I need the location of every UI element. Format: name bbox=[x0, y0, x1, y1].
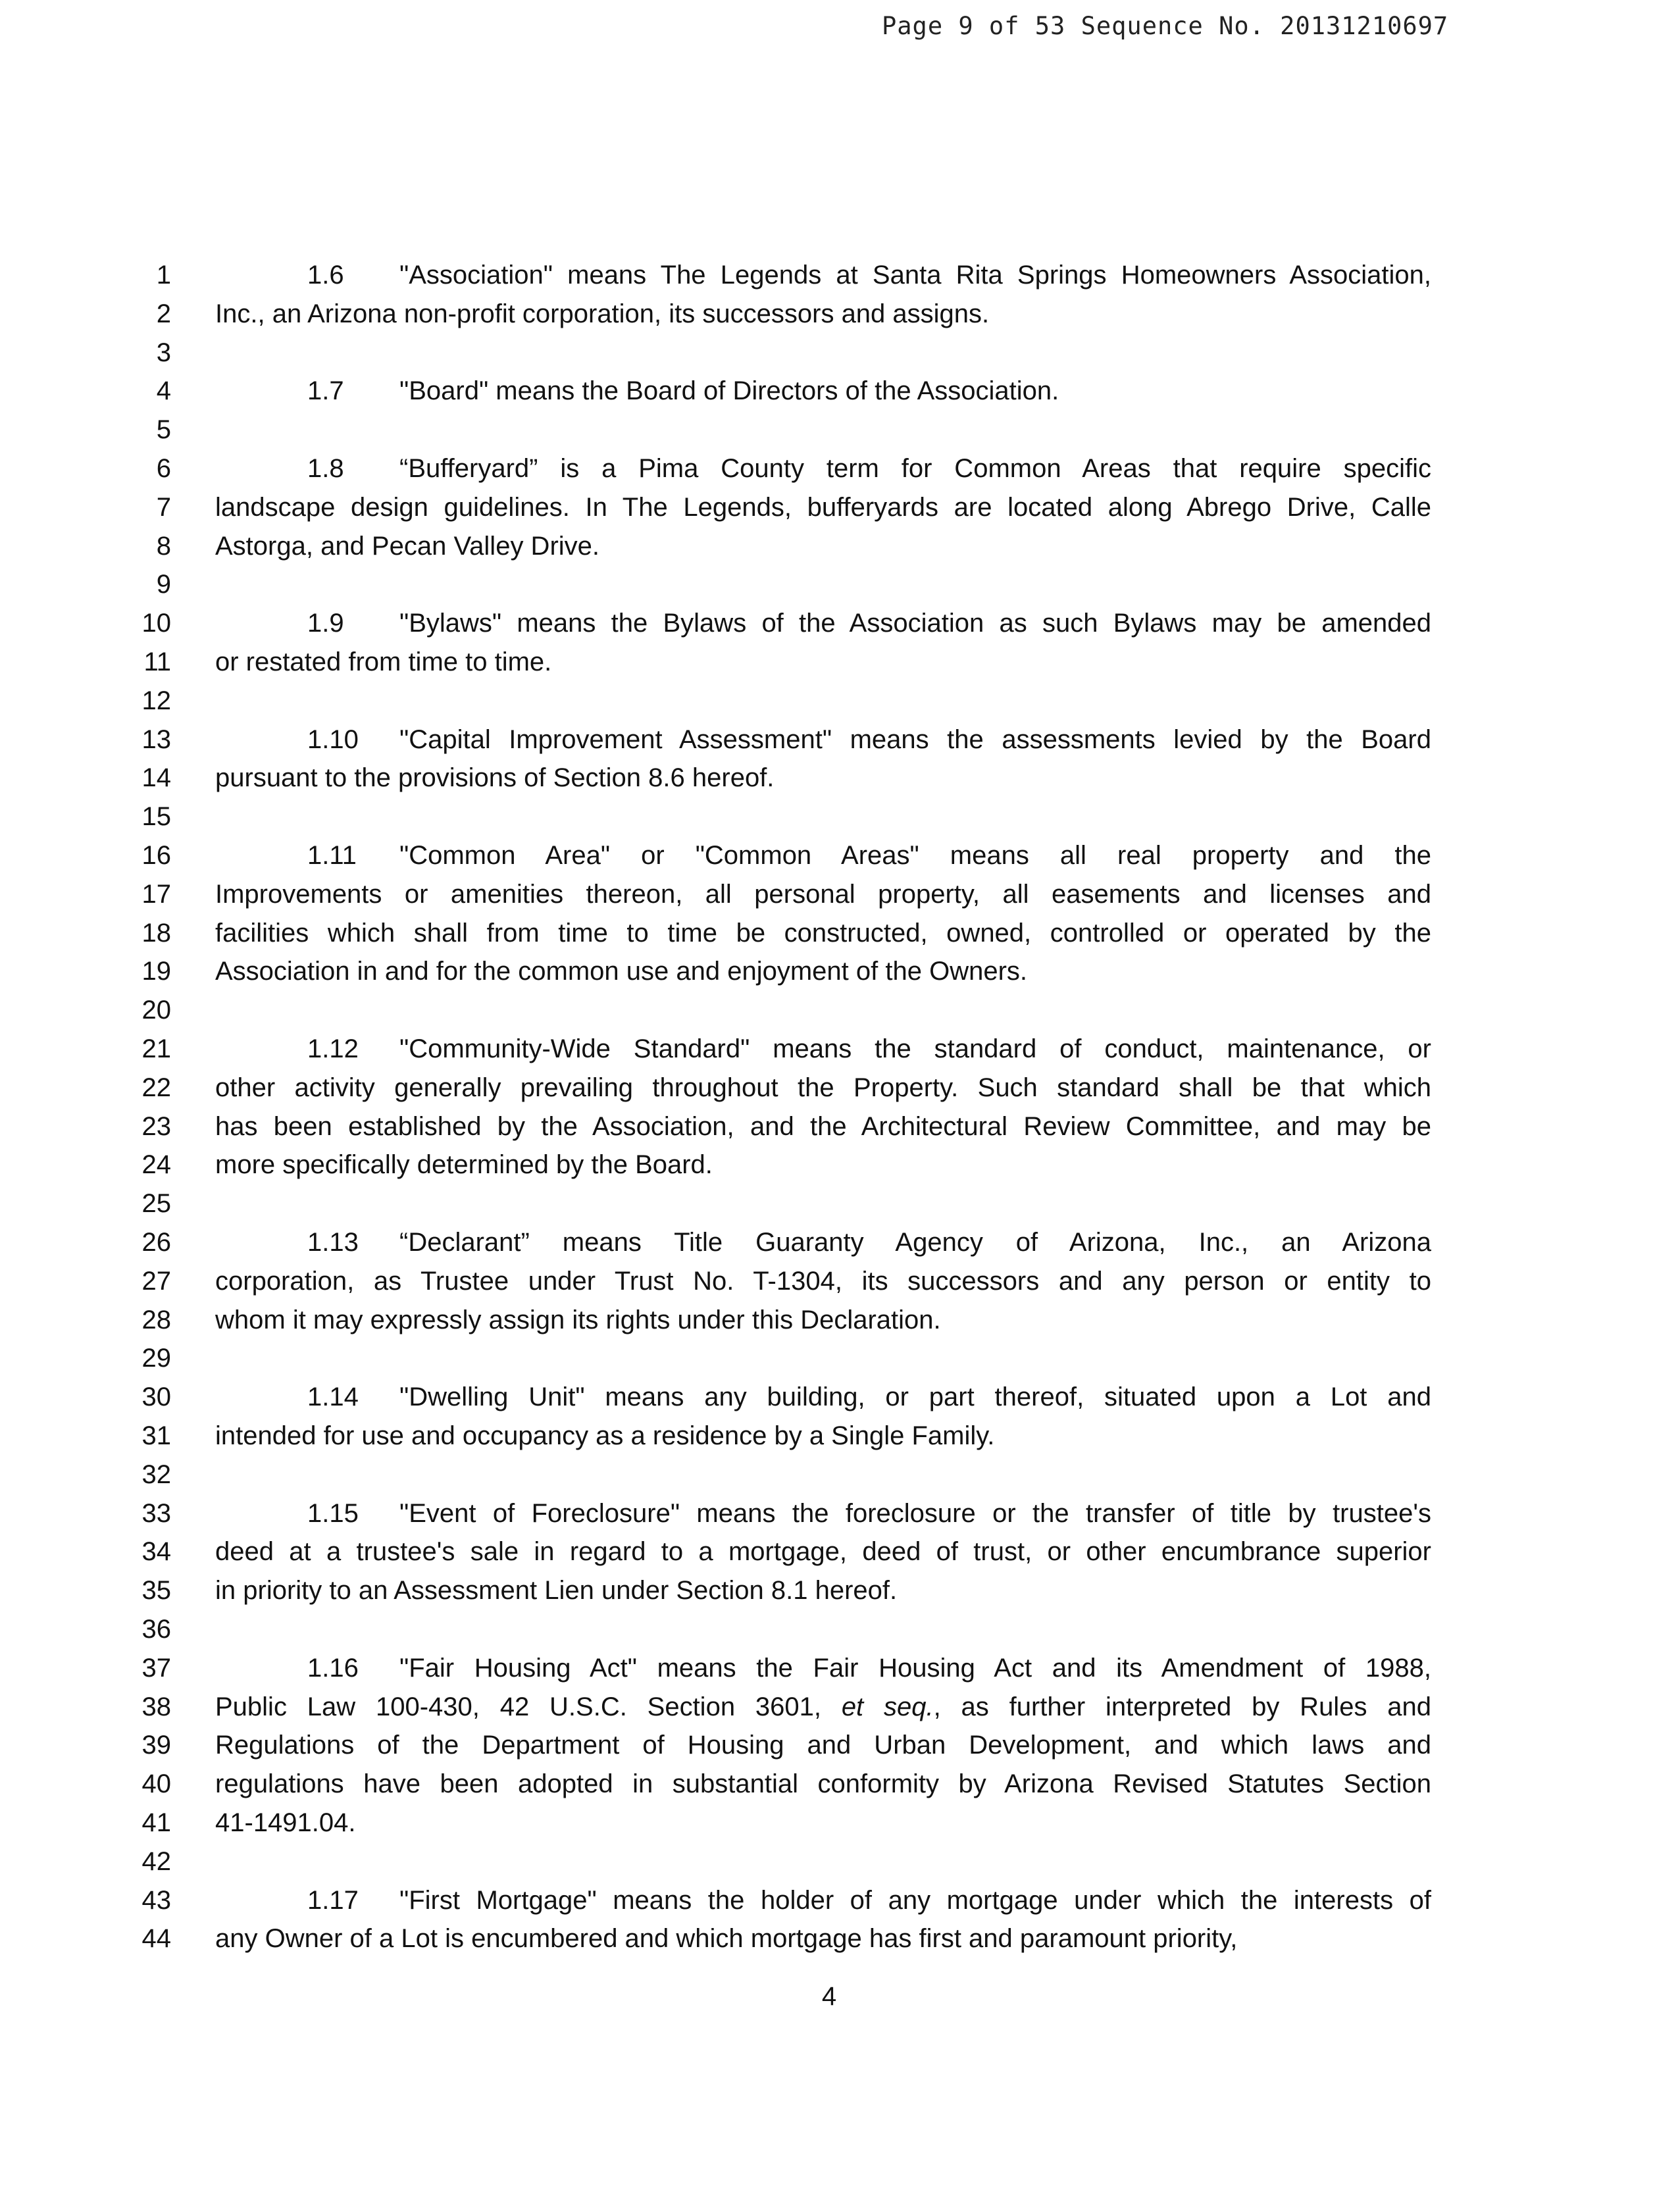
line-number: 33 bbox=[141, 1498, 171, 1528]
line-number: 13 bbox=[141, 724, 171, 754]
line-body: or restated from time to time. bbox=[215, 647, 552, 676]
line-body: "First Mortgage" means the holder of any mortgage under which the interests of bbox=[399, 1885, 1431, 1915]
numbered-line bbox=[0, 1919, 1680, 1958]
line-number: 3 bbox=[156, 338, 171, 367]
line-number: 43 bbox=[141, 1885, 171, 1915]
line-text bbox=[215, 758, 1431, 798]
numbered-line bbox=[0, 603, 1680, 643]
line-body: facilities which shall from time to time be constructed, owned, controlled or operated by the bbox=[215, 918, 1431, 948]
line-text bbox=[215, 294, 1431, 334]
line-text bbox=[215, 1494, 1431, 1533]
line-number: 5 bbox=[156, 415, 171, 445]
line-body: "Fair Housing Act" means the Fair Housing Act and its Amendment of 1988, bbox=[399, 1653, 1431, 1683]
numbered-line bbox=[0, 1803, 1680, 1842]
line-text bbox=[215, 1725, 1431, 1765]
numbered-line bbox=[0, 1300, 1680, 1340]
line-text bbox=[215, 1068, 1431, 1107]
line-number: 19 bbox=[141, 957, 171, 986]
line-number: 21 bbox=[141, 1034, 171, 1063]
numbered-line bbox=[0, 1068, 1680, 1107]
line-text bbox=[215, 1416, 1431, 1456]
line-body: "Association" means The Legends at Santa Rita Springs Homeowners Association, bbox=[399, 261, 1431, 290]
numbered-line bbox=[0, 1610, 1680, 1649]
numbered-line bbox=[0, 720, 1680, 759]
section-number: 1.11 bbox=[307, 841, 357, 870]
line-text bbox=[215, 488, 1431, 527]
line-body: Inc., an Arizona non-profit corporation, its successors and assigns. bbox=[215, 299, 990, 328]
line-number: 35 bbox=[141, 1576, 171, 1606]
line-number: 30 bbox=[141, 1383, 171, 1412]
line-number: 44 bbox=[141, 1924, 171, 1954]
section-number: 1.17 bbox=[307, 1885, 359, 1915]
section-number: 1.16 bbox=[307, 1653, 359, 1683]
line-number: 22 bbox=[141, 1073, 171, 1102]
line-text bbox=[215, 1532, 1431, 1571]
line-text bbox=[215, 1300, 1431, 1340]
numbered-line bbox=[0, 294, 1680, 334]
line-number: 23 bbox=[141, 1111, 171, 1141]
line-body: "Board" means the Board of Directors of the Association. bbox=[399, 376, 1059, 406]
line-number: 18 bbox=[141, 918, 171, 948]
numbered-line bbox=[0, 1145, 1680, 1184]
line-number: 24 bbox=[141, 1150, 171, 1180]
line-number: 42 bbox=[141, 1846, 171, 1876]
line-body: “Declarant” means Title Guaranty Agency of Arizona, Inc., an Arizona bbox=[399, 1228, 1431, 1257]
line-text bbox=[215, 1029, 1431, 1069]
section-number: 1.13 bbox=[307, 1228, 359, 1257]
line-body: more specifically determined by the Board. bbox=[215, 1150, 713, 1180]
line-number: 11 bbox=[143, 647, 171, 676]
section-number: 1.14 bbox=[307, 1383, 359, 1412]
numbered-line bbox=[0, 836, 1680, 875]
line-body: other activity generally prevailing throughout the Property. Such standard shall be that which bbox=[215, 1073, 1431, 1102]
line-text bbox=[215, 836, 1431, 875]
line-text bbox=[215, 875, 1431, 914]
numbered-line bbox=[0, 1416, 1680, 1456]
section-number: 1.9 bbox=[307, 609, 344, 638]
line-number: 9 bbox=[156, 570, 171, 599]
numbered-line bbox=[0, 488, 1680, 527]
numbered-line bbox=[0, 681, 1680, 721]
line-number: 1 bbox=[156, 261, 171, 290]
line-text bbox=[215, 1764, 1431, 1804]
line-text bbox=[215, 720, 1431, 759]
section-number: 1.6 bbox=[307, 261, 344, 290]
line-text bbox=[215, 255, 1431, 295]
numbered-line bbox=[0, 758, 1680, 798]
line-text bbox=[215, 1107, 1431, 1146]
page-number: 4 bbox=[821, 1982, 837, 2011]
line-body: deed at a trustee's sale in regard to a mortgage, deed of trust, or other encumbrance superior bbox=[215, 1537, 1431, 1567]
line-text bbox=[215, 1571, 1431, 1610]
line-body: Public Law 100-430, 42 U.S.C. Section 3601, et seq., as further interpreted by Rules and bbox=[215, 1692, 1432, 1721]
line-number: 14 bbox=[141, 763, 171, 793]
numbered-line bbox=[0, 1223, 1680, 1262]
line-body: "Bylaws" means the Bylaws of the Association as such Bylaws may be amended bbox=[399, 609, 1431, 638]
sequence-stamp: Page 9 of 53 Sequence No. 20131210697 bbox=[882, 12, 1449, 40]
numbered-line bbox=[0, 1571, 1680, 1610]
line-number: 34 bbox=[141, 1537, 171, 1567]
numbered-line bbox=[0, 913, 1680, 953]
numbered-line bbox=[0, 875, 1680, 914]
line-number: 41 bbox=[141, 1808, 171, 1837]
numbered-line bbox=[0, 1377, 1680, 1417]
line-text bbox=[215, 1377, 1431, 1417]
line-text bbox=[215, 1145, 1431, 1184]
line-body: "Capital Improvement Assessment" means the assessments levied by the Board bbox=[399, 724, 1431, 754]
section-number: 1.12 bbox=[307, 1034, 359, 1063]
line-number: 4 bbox=[156, 376, 171, 406]
line-number: 10 bbox=[141, 609, 171, 638]
line-body: "Common Area" or "Common Areas" means all real property and the bbox=[399, 841, 1431, 870]
line-body: pursuant to the provisions of Section 8.6 hereof. bbox=[215, 763, 775, 793]
line-number: 6 bbox=[156, 454, 171, 483]
numbered-line bbox=[0, 371, 1680, 411]
line-number: 17 bbox=[141, 879, 171, 909]
line-number: 26 bbox=[141, 1228, 171, 1257]
numbered-line bbox=[0, 1532, 1680, 1571]
line-body: Improvements or amenities thereon, all personal property, all easements and licenses and bbox=[215, 879, 1431, 909]
section-number: 1.8 bbox=[307, 454, 344, 483]
section-number: 1.15 bbox=[307, 1498, 359, 1528]
line-number: 8 bbox=[156, 531, 171, 561]
numbered-line bbox=[0, 1842, 1680, 1881]
numbered-line bbox=[0, 1029, 1680, 1069]
section-number: 1.10 bbox=[307, 724, 359, 754]
line-body: "Event of Foreclosure" means the foreclosure or the transfer of title by trustee's bbox=[399, 1498, 1431, 1528]
line-number: 29 bbox=[141, 1344, 171, 1373]
line-body: regulations have been adopted in substantial conformity by Arizona Revised Statutes Section bbox=[215, 1769, 1431, 1799]
line-number: 40 bbox=[141, 1769, 171, 1799]
line-body: "Community-Wide Standard" means the standard of conduct, maintenance, or bbox=[399, 1034, 1431, 1063]
numbered-line bbox=[0, 951, 1680, 991]
numbered-line bbox=[0, 1338, 1680, 1378]
line-text bbox=[215, 1919, 1431, 1958]
line-text bbox=[215, 1261, 1431, 1301]
line-body: Association in and for the common use and enjoyment of the Owners. bbox=[215, 957, 1028, 986]
line-body: in priority to an Assessment Lien under Section 8.1 hereof. bbox=[215, 1576, 898, 1606]
numbered-line bbox=[0, 333, 1680, 372]
numbered-line bbox=[0, 1764, 1680, 1804]
numbered-line bbox=[0, 1261, 1680, 1301]
numbered-line bbox=[0, 410, 1680, 449]
section-number: 1.7 bbox=[307, 376, 344, 406]
line-body: corporation, as Trustee under Trust No. T-1304, its successors and any person or entity to bbox=[215, 1266, 1431, 1296]
line-number: 32 bbox=[141, 1459, 171, 1489]
line-body: landscape design guidelines. In The Legends, bufferyards are located along Abrego Drive, Calle bbox=[215, 492, 1431, 522]
line-number: 7 bbox=[156, 492, 171, 522]
line-number: 37 bbox=[141, 1653, 171, 1683]
line-text bbox=[215, 1803, 1431, 1842]
line-text bbox=[215, 642, 1431, 682]
line-number: 2 bbox=[156, 299, 171, 328]
numbered-line bbox=[0, 449, 1680, 488]
line-number: 20 bbox=[141, 996, 171, 1025]
numbered-line bbox=[0, 642, 1680, 682]
numbered-line bbox=[0, 1725, 1680, 1765]
line-body: intended for use and occupancy as a residence by a Single Family. bbox=[215, 1421, 995, 1450]
numbered-line bbox=[0, 1687, 1680, 1727]
line-text bbox=[215, 1223, 1431, 1262]
line-text bbox=[215, 449, 1431, 488]
line-number: 39 bbox=[141, 1731, 171, 1760]
line-text bbox=[215, 1881, 1431, 1920]
line-text bbox=[215, 371, 1431, 411]
line-text bbox=[215, 603, 1431, 643]
numbered-line bbox=[0, 1184, 1680, 1223]
line-body: “Bufferyard” is a Pima County term for Common Areas that require specific bbox=[399, 454, 1431, 483]
line-number: 27 bbox=[141, 1266, 171, 1296]
line-body: whom it may expressly assign its rights under this Declaration. bbox=[215, 1305, 941, 1334]
line-text bbox=[215, 1687, 1431, 1727]
numbered-line bbox=[0, 1107, 1680, 1146]
numbered-line bbox=[0, 1455, 1680, 1494]
line-body: has been established by the Association, and the Architectural Review Committee, and may be bbox=[215, 1111, 1431, 1141]
numbered-line bbox=[0, 255, 1680, 295]
line-body: "Dwelling Unit" means any building, or part thereof, situated upon a Lot and bbox=[399, 1383, 1431, 1412]
line-body: Regulations of the Department of Housing and Urban Development, and which laws and bbox=[215, 1731, 1431, 1760]
numbered-line bbox=[0, 1881, 1680, 1920]
line-number: 15 bbox=[141, 802, 171, 832]
line-body: any Owner of a Lot is encumbered and which mortgage has first and paramount priority, bbox=[215, 1924, 1238, 1954]
line-number: 12 bbox=[141, 686, 171, 715]
line-body: Astorga, and Pecan Valley Drive. bbox=[215, 531, 600, 561]
line-number: 38 bbox=[141, 1692, 171, 1721]
numbered-line bbox=[0, 990, 1680, 1030]
numbered-line bbox=[0, 1648, 1680, 1688]
line-number: 31 bbox=[141, 1421, 171, 1450]
numbered-line bbox=[0, 797, 1680, 836]
line-number: 36 bbox=[141, 1615, 171, 1644]
line-number: 28 bbox=[141, 1305, 171, 1334]
line-text bbox=[215, 1648, 1431, 1688]
line-number: 16 bbox=[141, 841, 171, 870]
line-text bbox=[215, 951, 1431, 991]
line-number: 25 bbox=[141, 1189, 171, 1219]
line-text bbox=[215, 913, 1431, 953]
line-text bbox=[215, 526, 1431, 566]
numbered-line bbox=[0, 1494, 1680, 1533]
numbered-line bbox=[0, 565, 1680, 604]
numbered-line bbox=[0, 526, 1680, 566]
line-body: 41-1491.04. bbox=[215, 1808, 356, 1837]
